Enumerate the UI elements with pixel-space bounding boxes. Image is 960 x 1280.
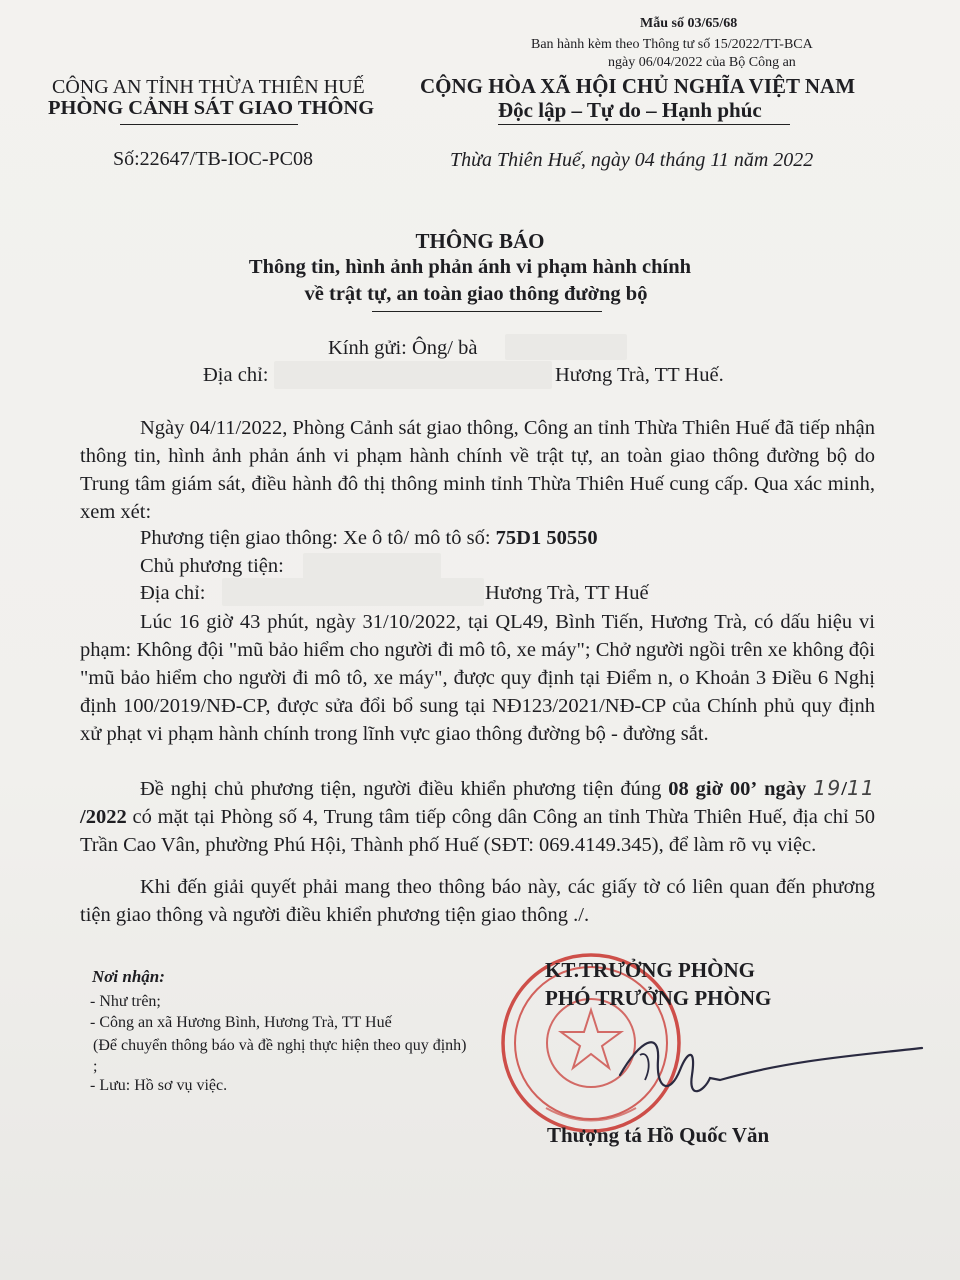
recipients-heading: Nơi nhận: bbox=[92, 967, 165, 986]
para3-lead: Đề nghị chủ phương tiện, người điều khiển phương tiện đúng bbox=[140, 778, 662, 800]
recipient-address-tail: Hương Trà, TT Huế. bbox=[555, 364, 724, 386]
form-issued-line2: ngày 06/04/2022 của Bộ Công an bbox=[608, 55, 796, 70]
signer-name: Thượng tá Hồ Quốc Văn bbox=[547, 1123, 770, 1147]
recipients-item-1: - Như trên; bbox=[90, 993, 161, 1010]
handwritten-day: 19 bbox=[813, 776, 842, 800]
recipient-address-label: Địa chỉ: bbox=[203, 364, 269, 386]
recipients-item-3: (Để chuyển thông báo và đề nghị thực hiện theo quy định) ; bbox=[93, 1037, 467, 1075]
notice-title: THÔNG BÁO bbox=[415, 229, 545, 253]
recipients-item-2: - Công an xã Hương Bình, Hương Trà, TT Huế bbox=[90, 1014, 392, 1031]
vehicle-plate: 75D1 50550 bbox=[495, 527, 598, 549]
handwritten-month: 11 bbox=[846, 776, 876, 800]
redacted-owner-address bbox=[222, 578, 484, 606]
form-number: Mẫu số 03/65/68 bbox=[640, 16, 738, 31]
notice-subtitle-2: về trật tự, an toàn giao thông đường bộ bbox=[304, 283, 648, 305]
national-motto: Độc lập – Tự do – Hạnh phúc bbox=[498, 98, 762, 122]
document-number: Số:22647/TB-IOC-PC08 bbox=[113, 148, 314, 170]
body-paragraph-3: Đề nghị chủ phương tiện, người điều khiển phương tiện đúng 08 giờ 00’ ngày 19/11 /2022 có mặt tại Phòng số 4, Trung tâm tiếp công dân Công an tỉnh Thừa Thiên Huế, địa chỉ 50 Trần Cao Vân, phường Phú Hội, Thành phố Huế (SĐT: 069.4149.345), để làm rõ vụ việc. bbox=[80, 776, 876, 856]
signature-role-1: KT.TRƯỞNG PHÒNG bbox=[545, 958, 755, 982]
para3-time: 08 giờ 00’ bbox=[668, 778, 758, 800]
motto-underline bbox=[498, 124, 790, 125]
national-title: CỘNG HÒA XÃ HỘI CHỦ NGHĨA VIỆT NAM bbox=[420, 74, 856, 98]
para3-day-label: ngày bbox=[764, 778, 807, 800]
form-issued-line1: Ban hành kèm theo Thông tư số 15/2022/TT-BCA bbox=[531, 37, 813, 52]
place-date: Thừa Thiên Huế, ngày 04 tháng 11 năm 2022 bbox=[450, 149, 814, 171]
body-paragraph-2: Lúc 16 giờ 43 phút, ngày 31/10/2022, tại QL49, Bình Tiến, Hương Trà, có dấu hiệu vi phạm: Không đội "mũ bảo hiểm cho người đi mô tô, xe máy"; Chở người ngồi trên xe không đội "mũ bảo hiểm cho người đi mô tô, xe máy", được quy định tại Điểm n, o Khoản 3 Điều 6 Nghị định 100/2019/NĐ-CP, được sửa đổi bổ sung tại NĐ123/2021/NĐ-CP của Chính phủ quy định xử phạt vi phạm hành chính trong lĩnh vực giao thông đường bộ - đường sắt. bbox=[80, 611, 875, 745]
notice-subtitle-1: Thông tin, hình ảnh phản ánh vi phạm hành chính bbox=[248, 256, 692, 278]
redacted-address bbox=[274, 361, 552, 389]
body-paragraph-4: Khi đến giải quyết phải mang theo thông báo này, các giấy tờ có liên quan đến phương tiện giao thông và người điều khiển phương tiện giao thông ./. bbox=[80, 876, 875, 926]
para3-rest: có mặt tại Phòng số 4, Trung tâm tiếp công dân Công an tỉnh Thừa Thiên Huế, địa chỉ 50 Trần Cao Vân, phường Phú Hội, Thành phố Huế (SĐT: 069.4149.345), để làm rõ vụ việc. bbox=[80, 806, 876, 856]
owner-label: Chủ phương tiện: bbox=[140, 555, 284, 577]
agency-name: PHÒNG CẢNH SÁT GIAO THÔNG bbox=[48, 97, 375, 119]
greeting: Kính gửi: Ông/ bà bbox=[328, 337, 478, 359]
redacted-name bbox=[505, 334, 627, 360]
vehicle-line bbox=[140, 527, 598, 550]
para3-year: /2022 bbox=[80, 806, 127, 828]
vehicle-label: Phương tiện giao thông: Xe ô tô/ mô tô số: bbox=[140, 527, 491, 549]
signature-role-2: PHÓ TRƯỞNG PHÒNG bbox=[545, 986, 772, 1010]
title-underline bbox=[372, 311, 602, 312]
recipients-item-4: - Lưu: Hồ sơ vụ việc. bbox=[90, 1077, 228, 1094]
owner-address-label: Địa chỉ: bbox=[140, 582, 206, 604]
handwritten-signature bbox=[600, 1020, 930, 1110]
redacted-owner bbox=[303, 553, 441, 579]
agency-underline bbox=[120, 124, 298, 125]
agency-parent: CÔNG AN TỈNH THỪA THIÊN HUẾ bbox=[52, 76, 365, 98]
body-paragraph-1: Ngày 04/11/2022, Phòng Cảnh sát giao thông, Công an tỉnh Thừa Thiên Huế đã tiếp nhận thông tin, hình ảnh phản ánh vi phạm hành chính về trật tự, an toàn giao thông đường bộ do Trung tâm giám sát, điều hành đô thị thông minh tỉnh Thừa Thiên Huế cung cấp. Qua xác minh, xem xét: bbox=[80, 417, 875, 523]
owner-address-tail: Hương Trà, TT Huế bbox=[485, 582, 649, 604]
